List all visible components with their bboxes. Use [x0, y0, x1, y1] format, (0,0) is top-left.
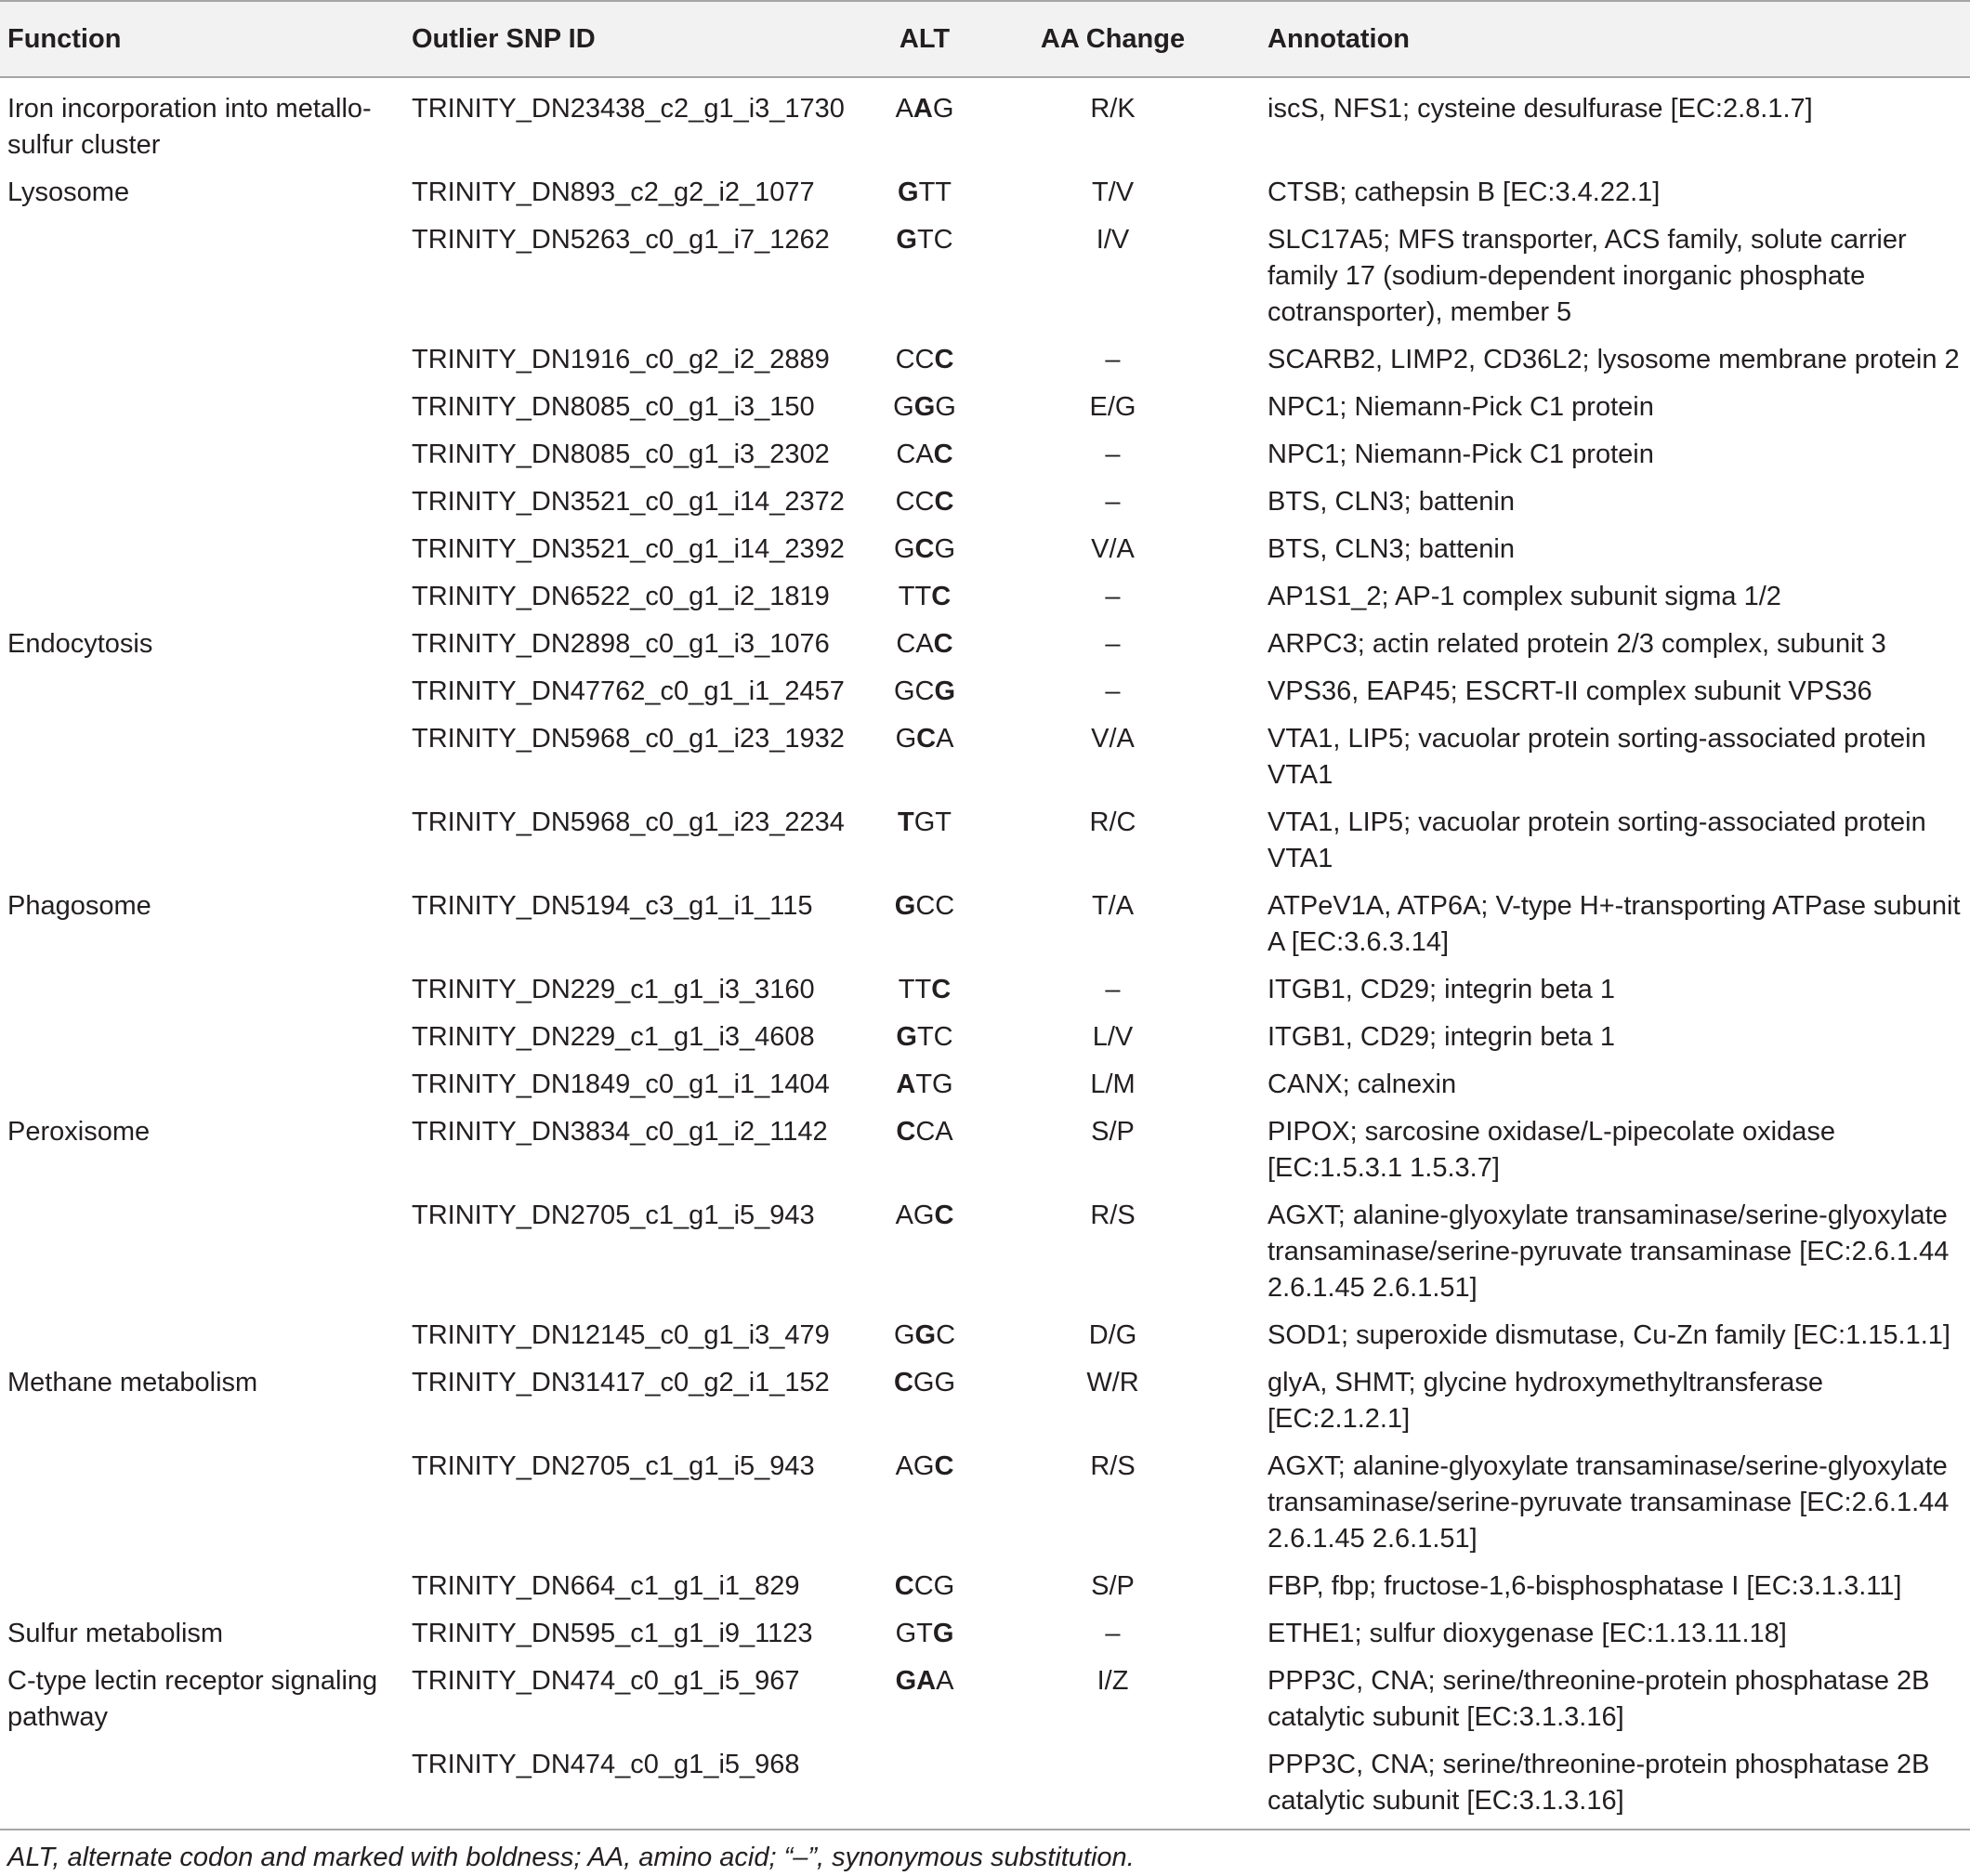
alt-codon-cell: GTG — [895, 1619, 954, 1648]
alt-substituted-base: C — [893, 1368, 913, 1397]
table-row — [0, 575, 1970, 623]
table-row — [0, 433, 1970, 480]
alt-codon-cell: CGG — [893, 1368, 956, 1397]
table-row — [0, 338, 1970, 386]
function-cell — [0, 480, 404, 528]
alt-substituted-base: C — [934, 1451, 954, 1481]
alt-substituted-base: C — [931, 582, 952, 611]
table-row — [0, 480, 1970, 528]
alt-codon-cell: CCG — [894, 1571, 955, 1601]
aa-change-cell: S/P — [1091, 1571, 1135, 1601]
snp-id-cell: TRINITY_DN3521_c0_g1_i14_2372 — [412, 487, 845, 517]
snp-id-cell: TRINITY_DN5194_c3_g1_i1_115 — [412, 891, 813, 921]
snp-id-cell: TRINITY_DN229_c1_g1_i3_4608 — [412, 1022, 815, 1052]
table-row — [0, 528, 1970, 575]
aa-change-cell: – — [1105, 582, 1121, 611]
snp-id-cell: TRINITY_DN3521_c0_g1_i14_2392 — [412, 534, 845, 564]
snp-id-cell: TRINITY_DN8085_c0_g1_i3_2302 — [412, 439, 830, 469]
alt-codon-cell: CCA — [896, 1117, 953, 1147]
alt-codon-cell: GTC — [896, 1022, 953, 1052]
function-cell — [0, 801, 404, 885]
snp-id-cell: TRINITY_DN2705_c1_g1_i5_943 — [412, 1451, 815, 1481]
annotation-cell: glyA, SHMT; glycine hydroxymethyltransferase [EC:2.1.2.1] — [1267, 1368, 1823, 1434]
alt-substituted-base: C — [933, 629, 953, 659]
header-annotation: Annotation — [1254, 1, 1970, 77]
function-cell — [0, 1314, 404, 1361]
snp-id-cell: TRINITY_DN8085_c0_g1_i3_150 — [412, 392, 815, 422]
header-snp-id: Outlier SNP ID — [404, 1, 878, 77]
aa-change-cell: W/R — [1086, 1368, 1139, 1397]
alt-codon-cell: GAA — [895, 1666, 954, 1696]
header-function: Function — [0, 1, 404, 77]
annotation-cell: CTSB; cathepsin B [EC:3.4.22.1] — [1267, 177, 1661, 207]
alt-codon-cell — [878, 1743, 971, 1829]
table-row — [0, 386, 1970, 433]
snp-id-cell: TRINITY_DN474_c0_g1_i5_968 — [412, 1750, 800, 1779]
table-row — [0, 1361, 1970, 1445]
annotation-cell: VTA1, LIP5; vacuolar protein sorting-associated protein VTA1 — [1267, 724, 1926, 790]
aa-change-cell: – — [1105, 487, 1121, 517]
function-cell — [0, 1194, 404, 1314]
function-cell — [0, 1445, 404, 1565]
alt-substituted-base: C — [933, 439, 953, 469]
function-cell — [0, 528, 404, 575]
table-row — [0, 1565, 1970, 1612]
alt-codon-cell: GGG — [893, 392, 956, 422]
alt-codon-cell: AGC — [895, 1451, 954, 1481]
alt-substituted-base: A — [913, 94, 933, 124]
function-cell — [0, 1016, 404, 1063]
alt-codon-cell: GCG — [893, 676, 956, 706]
annotation-cell: PPP3C, CNA; serine/threonine-protein phosphatase 2B catalytic subunit [EC:3.1.3.16] — [1267, 1750, 1930, 1816]
function-cell — [0, 968, 404, 1016]
alt-codon-cell: GTT — [898, 177, 952, 207]
header-aa-change: AA Change — [971, 1, 1254, 77]
snp-id-cell: TRINITY_DN1849_c0_g1_i1_1404 — [412, 1069, 830, 1099]
annotation-cell: SOD1; superoxide dismutase, Cu-Zn family [EC:1.15.1.1] — [1267, 1320, 1950, 1350]
alt-substituted-base: G — [934, 676, 956, 706]
aa-change-cell: I/Z — [1097, 1666, 1129, 1696]
function-cell: Phagosome — [7, 891, 151, 921]
snp-id-cell: TRINITY_DN31417_c0_g2_i1_152 — [412, 1368, 830, 1397]
aa-change-cell: E/G — [1089, 392, 1136, 422]
function-cell: Endocytosis — [7, 629, 153, 659]
function-cell — [0, 1743, 404, 1829]
aa-change-cell: – — [1105, 676, 1121, 706]
table-row — [0, 1612, 1970, 1660]
annotation-cell: PIPOX; sarcosine oxidase/L-pipecolate oxidase [EC:1.5.3.1 1.5.3.7] — [1267, 1117, 1835, 1183]
aa-change-cell: – — [1105, 975, 1121, 1004]
aa-change-cell: – — [1105, 439, 1121, 469]
table-row — [0, 885, 1970, 968]
function-cell: Lysosome — [7, 177, 130, 207]
function-cell — [0, 218, 404, 338]
table-row — [0, 1445, 1970, 1565]
function-cell — [0, 670, 404, 717]
snp-id-cell: TRINITY_DN664_c1_g1_i1_829 — [412, 1571, 800, 1601]
snp-id-cell: TRINITY_DN23438_c2_g1_i3_1730 — [412, 94, 845, 124]
snp-id-cell: TRINITY_DN12145_c0_g1_i3_479 — [412, 1320, 830, 1350]
aa-change-cell: V/A — [1091, 724, 1135, 754]
snp-id-cell: TRINITY_DN595_c1_g1_i9_1123 — [412, 1619, 813, 1648]
alt-codon-cell: GTC — [896, 225, 953, 255]
table-row — [0, 801, 1970, 885]
table-row — [0, 1314, 1970, 1361]
table-header-row — [0, 1, 1970, 77]
snp-id-cell: TRINITY_DN6522_c0_g1_i2_1819 — [412, 582, 830, 611]
function-cell — [0, 717, 404, 801]
alt-substituted-base: C — [894, 1571, 914, 1601]
alt-substituted-base: C — [934, 345, 954, 374]
aa-change-cell — [971, 1743, 1254, 1829]
annotation-cell: SCARB2, LIMP2, CD36L2; lysosome membrane protein 2 — [1267, 345, 1960, 374]
function-cell: Methane metabolism — [7, 1368, 258, 1397]
table-row — [0, 1063, 1970, 1110]
aa-change-cell: R/K — [1090, 94, 1136, 124]
aa-change-cell: I/V — [1096, 225, 1130, 255]
aa-change-cell: T/V — [1091, 177, 1135, 207]
alt-codon-cell: GGC — [893, 1320, 956, 1350]
table-row — [0, 1016, 1970, 1063]
annotation-cell: NPC1; Niemann-Pick C1 protein — [1267, 439, 1654, 469]
aa-change-cell: – — [1105, 345, 1121, 374]
alt-substituted-base: G — [896, 1022, 917, 1052]
alt-substituted-base: C — [934, 487, 954, 517]
alt-substituted-base: C — [934, 1200, 954, 1230]
snp-id-cell: TRINITY_DN3834_c0_g1_i2_1142 — [412, 1117, 828, 1147]
snp-id-cell: TRINITY_DN474_c0_g1_i5_967 — [412, 1666, 800, 1696]
aa-change-cell: R/S — [1090, 1451, 1136, 1481]
table-row — [0, 717, 1970, 801]
function-cell — [0, 1565, 404, 1612]
alt-codon-cell: AAG — [895, 94, 954, 124]
alt-substituted-base: C — [916, 724, 937, 754]
snp-id-cell: TRINITY_DN5968_c0_g1_i23_2234 — [412, 807, 845, 837]
alt-substituted-base: A — [896, 1069, 916, 1099]
table-row — [0, 670, 1970, 717]
annotation-cell: AGXT; alanine-glyoxylate transaminase/serine-glyoxylate transaminase/serine-pyruvate transaminase [EC:2.6.1.44 2.6.1.45 2.6.1.51] — [1267, 1451, 1950, 1554]
annotation-cell: ETHE1; sulfur dioxygenase [EC:1.13.11.18] — [1267, 1619, 1787, 1648]
aa-change-cell: – — [1105, 629, 1121, 659]
annotation-cell: BTS, CLN3; battenin — [1267, 534, 1515, 564]
function-cell — [0, 1063, 404, 1110]
aa-change-cell: R/S — [1090, 1200, 1136, 1230]
alt-substituted-base: A — [916, 1666, 937, 1696]
header-alt: ALT — [878, 1, 971, 77]
annotation-cell: FBP, fbp; fructose-1,6-bisphosphatase I [EC:3.1.3.11] — [1267, 1571, 1902, 1601]
alt-substituted-base: G — [896, 225, 917, 255]
table-row — [0, 218, 1970, 338]
function-cell: Sulfur metabolism — [7, 1619, 224, 1648]
annotation-cell: PPP3C, CNA; serine/threonine-protein phosphatase 2B catalytic subunit [EC:3.1.3.16] — [1267, 1666, 1930, 1732]
table-row — [0, 77, 1970, 171]
alt-substituted-base: G — [932, 1619, 954, 1648]
table-row — [0, 1743, 1970, 1829]
function-cell: C-type lectin receptor signaling pathway — [7, 1666, 378, 1732]
snp-id-cell: TRINITY_DN1916_c0_g2_i2_2889 — [412, 345, 830, 374]
alt-codon-cell: GCG — [893, 534, 956, 564]
alt-codon-cell: CCC — [895, 345, 954, 374]
alt-substituted-base: C — [914, 534, 935, 564]
annotation-cell: BTS, CLN3; battenin — [1267, 487, 1515, 517]
annotation-cell: ITGB1, CD29; integrin beta 1 — [1267, 1022, 1615, 1052]
annotation-cell: ITGB1, CD29; integrin beta 1 — [1267, 975, 1615, 1004]
alt-substituted-base: G — [914, 1320, 937, 1350]
function-cell: Iron incorporation into metallo-sulfur cluster — [7, 94, 372, 160]
alt-codon-cell: TGT — [898, 807, 952, 837]
aa-change-cell: D/G — [1088, 1320, 1137, 1350]
alt-substituted-base: G — [895, 1666, 917, 1696]
snp-id-cell: TRINITY_DN2898_c0_g1_i3_1076 — [412, 629, 830, 659]
aa-change-cell: T/A — [1091, 891, 1135, 921]
alt-codon-cell: ATG — [896, 1069, 953, 1099]
alt-codon-cell: CAC — [896, 439, 953, 469]
table-footnote: ALT, alternate codon and marked with boldness; AA, amino acid; “–”, synonymous substitution. — [0, 1829, 1970, 1876]
snp-id-cell: TRINITY_DN893_c2_g2_i2_1077 — [412, 177, 815, 207]
alt-substituted-base: G — [913, 392, 936, 422]
alt-substituted-base: G — [894, 891, 916, 921]
annotation-cell: iscS, NFS1; cysteine desulfurase [EC:2.8.1.7] — [1267, 94, 1813, 124]
snp-id-cell: TRINITY_DN5263_c0_g1_i7_1262 — [412, 225, 830, 255]
aa-change-cell: S/P — [1091, 1117, 1135, 1147]
alt-substituted-base: C — [931, 975, 952, 1004]
table-row — [0, 623, 1970, 670]
function-cell — [0, 338, 404, 386]
function-cell — [0, 433, 404, 480]
table-body — [0, 77, 1970, 1829]
aa-change-cell: L/V — [1092, 1022, 1134, 1052]
function-cell — [0, 386, 404, 433]
aa-change-cell: V/A — [1091, 534, 1135, 564]
alt-codon-cell: GCC — [894, 891, 955, 921]
table-row — [0, 1660, 1970, 1743]
annotation-cell: AGXT; alanine-glyoxylate transaminase/serine-glyoxylate transaminase/serine-pyruvate transaminase [EC:2.6.1.44 2.6.1.45 2.6.1.51] — [1267, 1200, 1950, 1303]
function-cell — [0, 575, 404, 623]
annotation-cell: ATPeV1A, ATP6A; V-type H+-transporting ATPase subunit A [EC:3.6.3.14] — [1267, 891, 1961, 957]
alt-codon-cell: AGC — [895, 1200, 954, 1230]
alt-substituted-base: T — [898, 807, 914, 837]
aa-change-cell: – — [1105, 1619, 1121, 1648]
annotation-cell: AP1S1_2; AP-1 complex subunit sigma 1/2 — [1267, 582, 1781, 611]
alt-substituted-base: G — [898, 177, 919, 207]
alt-substituted-base: C — [896, 1117, 916, 1147]
annotation-cell: SLC17A5; MFS transporter, ACS family, solute carrier family 17 (sodium-dependent inorganic phosphate cotransporter), member 5 — [1267, 225, 1907, 327]
annotation-cell: NPC1; Niemann-Pick C1 protein — [1267, 392, 1654, 422]
table-row — [0, 1110, 1970, 1194]
snp-id-cell: TRINITY_DN47762_c0_g1_i1_2457 — [412, 676, 845, 706]
alt-codon-cell: TTC — [898, 975, 952, 1004]
table-row — [0, 171, 1970, 218]
snp-id-cell: TRINITY_DN229_c1_g1_i3_3160 — [412, 975, 815, 1004]
function-cell: Peroxisome — [7, 1117, 151, 1147]
snp-id-cell: TRINITY_DN5968_c0_g1_i23_1932 — [412, 724, 845, 754]
alt-codon-cell: CAC — [896, 629, 953, 659]
annotation-cell: CANX; calnexin — [1267, 1069, 1457, 1099]
aa-change-cell: L/M — [1090, 1069, 1136, 1099]
annotation-cell: VTA1, LIP5; vacuolar protein sorting-associated protein VTA1 — [1267, 807, 1926, 873]
table-row — [0, 1194, 1970, 1314]
alt-codon-cell: CCC — [895, 487, 954, 517]
alt-codon-cell: TTC — [898, 582, 952, 611]
annotation-cell: VPS36, EAP45; ESCRT-II complex subunit VPS36 — [1267, 676, 1872, 706]
alt-codon-cell: GCA — [895, 724, 954, 754]
snp-id-cell: TRINITY_DN2705_c1_g1_i5_943 — [412, 1200, 815, 1230]
aa-change-cell: R/C — [1089, 807, 1136, 837]
annotation-cell: ARPC3; actin related protein 2/3 complex, subunit 3 — [1267, 629, 1886, 659]
table-row — [0, 968, 1970, 1016]
